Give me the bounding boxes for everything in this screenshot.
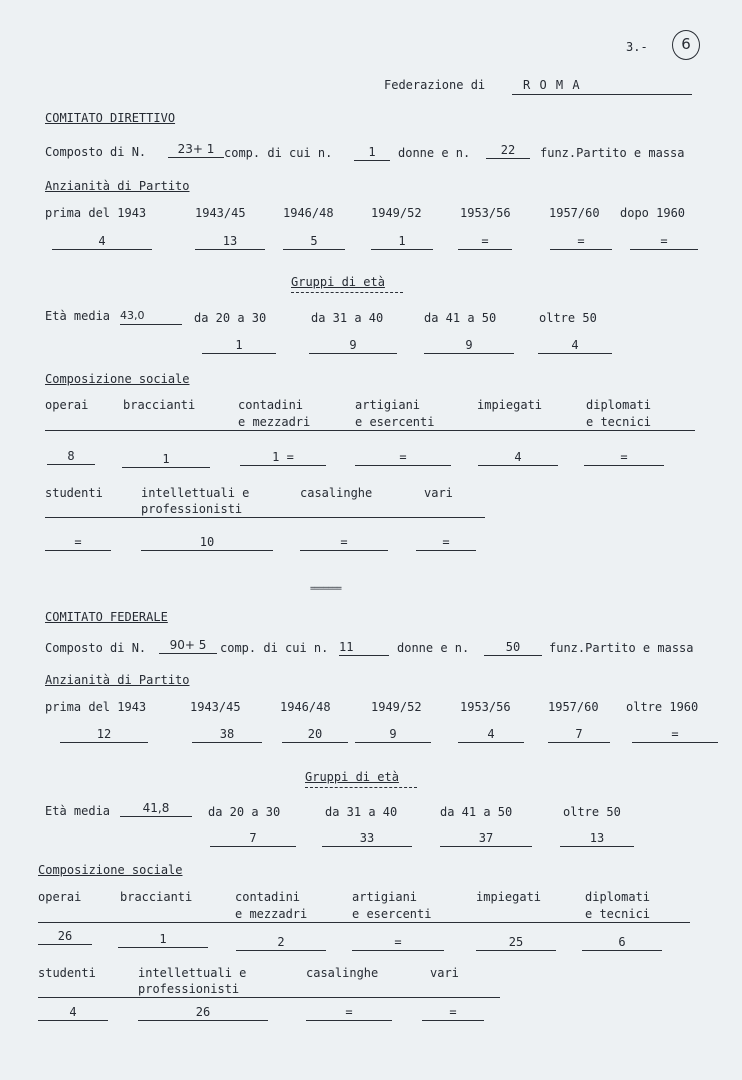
- federale-comp-value-intellettuali: 26: [138, 1005, 268, 1021]
- federale-comp-h-tecnici: e tecnici: [585, 907, 651, 921]
- direttivo-comp-value-braccianti: 1: [122, 452, 210, 468]
- federale-comp-h-artigiani: artigiani: [352, 890, 418, 904]
- section-separator: =======: [310, 584, 341, 594]
- federale-comp-h-mezzadri: e mezzadri: [235, 907, 308, 921]
- direttivo-comp-row1-rule: [45, 430, 695, 431]
- federale-comp-h-diplomati: diplomati: [585, 890, 651, 904]
- federale-comp-value-diplomati: 6: [582, 935, 662, 951]
- federale-anz-header-6: 1957/60: [548, 700, 599, 714]
- federale-anz-value-7: =: [632, 727, 718, 743]
- direttivo-comp-h-casalinghe: casalinghe: [300, 486, 373, 500]
- direttivo-anz-header-3: 1946/48: [283, 206, 334, 220]
- direttivo-comp-value-operai: 8: [47, 449, 95, 465]
- federale-gruppi-value-4: 13: [560, 831, 634, 847]
- federale-comp-h-impiegati: impiegati: [476, 890, 542, 904]
- direttivo-comp-value-vari: =: [416, 535, 476, 551]
- federale-anz-header-2: 1943/45: [190, 700, 241, 714]
- direttivo-comp-value-artigiani: =: [355, 450, 451, 466]
- direttivo-eta-value: 43,0: [120, 309, 182, 325]
- direttivo-gruppi-title: Gruppi di età: [291, 275, 385, 289]
- federale-comp-value-impiegati: 25: [476, 935, 556, 951]
- federale-anz-value-6: 7: [548, 727, 610, 743]
- federale-members: 90+ 5: [159, 638, 217, 654]
- federale-gruppi-title: Gruppi di età: [305, 770, 399, 784]
- federale-comp-h-contadini: contadini: [235, 890, 301, 904]
- federale-comp-h-esercenti: e esercenti: [352, 907, 432, 921]
- direttivo-anzianita-title: Anzianità di Partito: [45, 179, 190, 193]
- federale-gruppi-header-3: da 41 a 50: [440, 805, 513, 819]
- federale-composizione-title: Composizione sociale: [38, 863, 183, 877]
- direttivo-anz-value-4: 1: [371, 234, 433, 250]
- direttivo-comp-h-intellettuali: intellettuali e: [141, 486, 250, 500]
- direttivo-comp-h-impiegati: impiegati: [477, 398, 543, 412]
- direttivo-title: COMITATO DIRETTIVO: [45, 111, 176, 125]
- direttivo-comp-value-intellettuali: 10: [141, 535, 273, 551]
- direttivo-anz-header-7: dopo 1960: [620, 206, 686, 220]
- direttivo-anz-header-5: 1953/56: [460, 206, 511, 220]
- federale-anz-value-3: 20: [282, 727, 348, 743]
- direttivo-members: 23+ 1: [168, 142, 224, 158]
- federale-anz-header-4: 1949/52: [371, 700, 422, 714]
- federale-anz-value-1: 12: [60, 727, 148, 743]
- federale-anz-header-5: 1953/56: [460, 700, 511, 714]
- federale-gruppi-value-3: 37: [440, 831, 532, 847]
- federale-comp-value-studenti: 4: [38, 1005, 108, 1021]
- federazione-underline: [512, 94, 692, 95]
- direttivo-anz-value-2: 13: [195, 234, 265, 250]
- federale-gruppi-underline: [305, 787, 417, 788]
- direttivo-comp-h-operai: operai: [45, 398, 89, 412]
- federale-comp-value-contadini: 2: [236, 935, 326, 951]
- direttivo-gruppi-header-1: da 20 a 30: [194, 311, 267, 325]
- direttivo-eta-label: Età media: [45, 309, 111, 323]
- direttivo-donne-label: donne e n.: [398, 146, 471, 160]
- federale-comp-value-braccianti: 1: [118, 932, 208, 948]
- direttivo-comp-value-casalinghe: =: [300, 535, 388, 551]
- direttivo-comp-h-tecnici: e tecnici: [586, 415, 652, 429]
- direttivo-anz-value-3: 5: [283, 234, 345, 250]
- direttivo-comp-h-vari: vari: [424, 486, 453, 500]
- direttivo-gruppi-header-2: da 31 a 40: [311, 311, 384, 325]
- direttivo-anz-header-2: 1943/45: [195, 206, 246, 220]
- sheet-number-circled: 6: [672, 30, 700, 60]
- direttivo-composizione-title: Composizione sociale: [45, 372, 190, 386]
- federale-comp-value-casalinghe: =: [306, 1005, 392, 1021]
- direttivo-gruppi-value-3: 9: [424, 338, 514, 354]
- direttivo-anz-value-5: =: [458, 234, 512, 250]
- direttivo-gruppi-value-4: 4: [538, 338, 612, 354]
- federale-composto-prefix: Composto di N.: [45, 641, 147, 655]
- federale-anz-header-7: oltre 1960: [626, 700, 699, 714]
- direttivo-comp-value-contadini: 1 =: [240, 450, 326, 466]
- federale-comp-h-operai: operai: [38, 890, 82, 904]
- direttivo-anz-value-7: =: [630, 234, 698, 250]
- federale-gruppi-value-2: 33: [322, 831, 412, 847]
- direttivo-comp-h-braccianti: braccianti: [123, 398, 196, 412]
- direttivo-comp-h-contadini: contadini: [238, 398, 304, 412]
- federale-anz-value-4: 9: [355, 727, 431, 743]
- federale-comp-h-intellettuali: intellettuali e: [138, 966, 247, 980]
- federale-funz-label: funz.Partito e massa: [549, 641, 694, 655]
- direttivo-gruppi-header-3: da 41 a 50: [424, 311, 497, 325]
- direttivo-gruppi-value-1: 1: [202, 338, 276, 354]
- federale-gruppi-value-1: 7: [210, 831, 296, 847]
- federale-comp-h-studenti: studenti: [38, 966, 96, 980]
- federale-gruppi-header-1: da 20 a 30: [208, 805, 281, 819]
- federale-comp-h-vari: vari: [430, 966, 459, 980]
- direttivo-comp-h-professionisti: professionisti: [141, 502, 243, 516]
- direttivo-anz-value-6: =: [550, 234, 612, 250]
- federale-title: COMITATO FEDERALE: [45, 610, 168, 624]
- federale-anzianita-title: Anzianità di Partito: [45, 673, 190, 687]
- federale-comp-label: comp. di cui n.: [220, 641, 329, 655]
- federale-comp-value-operai: 26: [38, 929, 92, 945]
- direttivo-donne-count: 1: [354, 145, 390, 161]
- federale-anz-header-1: prima del 1943: [45, 700, 147, 714]
- direttivo-comp-value-studenti: =: [45, 535, 111, 551]
- federale-gruppi-header-4: oltre 50: [563, 805, 621, 819]
- federazione-label: Federazione di: [384, 78, 486, 92]
- federale-donne-label: donne e n.: [397, 641, 470, 655]
- federale-funz-count: 50: [484, 640, 542, 656]
- federale-eta-label: Età media: [45, 804, 111, 818]
- direttivo-anz-value-1: 4: [52, 234, 152, 250]
- direttivo-comp-value-impiegati: 4: [478, 450, 558, 466]
- federale-comp-row1-rule: [38, 922, 690, 923]
- direttivo-comp-h-artigiani: artigiani: [355, 398, 421, 412]
- direttivo-anz-header-4: 1949/52: [371, 206, 422, 220]
- direttivo-comp-h-studenti: studenti: [45, 486, 103, 500]
- page-number: 3.-: [626, 40, 648, 54]
- direttivo-composto-prefix: Composto di N.: [45, 145, 147, 159]
- direttivo-funz-label: funz.Partito e massa: [540, 146, 685, 160]
- federale-comp-row2-rule: [38, 997, 500, 998]
- direttivo-anz-header-6: 1957/60: [549, 206, 600, 220]
- federazione-value: R O M A: [523, 78, 581, 92]
- federale-comp-h-professionisti: professionisti: [138, 982, 240, 996]
- federale-comp-value-vari: =: [422, 1005, 484, 1021]
- direttivo-comp-h-mezzadri: e mezzadri: [238, 415, 311, 429]
- direttivo-comp-h-diplomati: diplomati: [586, 398, 652, 412]
- federale-comp-value-artigiani: =: [352, 935, 444, 951]
- direttivo-comp-h-esercenti: e esercenti: [355, 415, 435, 429]
- direttivo-gruppi-underline: [291, 292, 403, 293]
- direttivo-funz-count: 22: [486, 143, 530, 159]
- federale-gruppi-header-2: da 31 a 40: [325, 805, 398, 819]
- federale-comp-h-braccianti: braccianti: [120, 890, 193, 904]
- direttivo-gruppi-value-2: 9: [309, 338, 397, 354]
- direttivo-comp-row2-rule: [45, 517, 485, 518]
- direttivo-anz-header-1: prima del 1943: [45, 206, 147, 220]
- direttivo-comp-value-diplomati: =: [584, 450, 664, 466]
- direttivo-comp-label: comp. di cui n.: [224, 146, 333, 160]
- federale-anz-header-3: 1946/48: [280, 700, 331, 714]
- federale-anz-value-2: 38: [192, 727, 262, 743]
- federale-anz-value-5: 4: [458, 727, 524, 743]
- federale-comp-h-casalinghe: casalinghe: [306, 966, 379, 980]
- federale-eta-value: 41,8: [120, 801, 192, 817]
- federale-donne-count: 11: [339, 640, 389, 656]
- direttivo-gruppi-header-4: oltre 50: [539, 311, 597, 325]
